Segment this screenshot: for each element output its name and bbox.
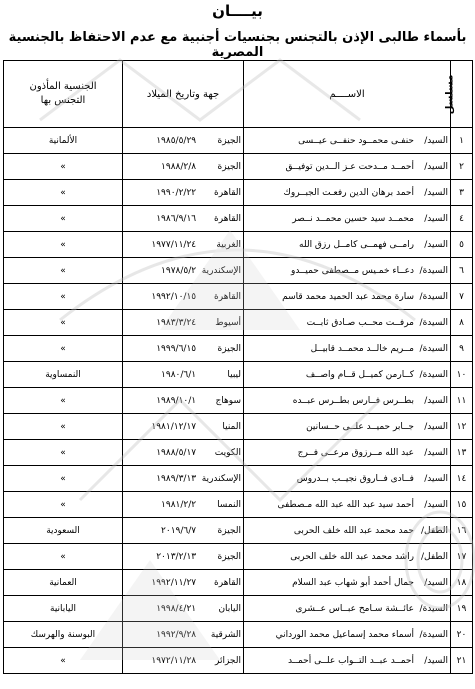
row-birth-place: الشرقية [210, 629, 241, 640]
row-title: السيد/ [424, 161, 448, 172]
row-birth-place: القاهرة [214, 291, 241, 302]
row-birth-place: اليابان [218, 603, 241, 614]
row-birth-place: أسيوط [215, 317, 241, 328]
row-name-cell [244, 544, 451, 570]
row-nationality: العمانية [4, 570, 123, 596]
column-header-birth: جهة وتاريخ الميلاد [123, 61, 244, 128]
row-name: أحمد برهان الدين رفعـت الجبــروك [283, 187, 414, 198]
row-name: أسماء محمد إسماعيل محمد الورداني [275, 629, 414, 640]
row-nationality: » [4, 544, 123, 570]
row-birth-place: المنيا [222, 421, 241, 432]
row-name: فــادى فــاروق نجيــب بــدروس [296, 473, 414, 484]
row-birth-cell [123, 388, 244, 414]
row-serial: ١٢ [451, 414, 473, 440]
row-birth-date: ١٩٧٢/١١/٢٨ [151, 655, 197, 666]
row-birth-date: ١٩٨٨/٢/٨ [161, 161, 197, 172]
row-nationality: » [4, 414, 123, 440]
row-title: السيد/ [424, 135, 448, 146]
row-serial: ٥ [451, 232, 473, 258]
row-name-cell [244, 180, 451, 206]
row-birth-cell [123, 648, 244, 674]
row-birth-date: ١٩٧٧/١١/٢٤ [151, 239, 197, 250]
row-birth-cell [123, 596, 244, 622]
table-row [4, 414, 473, 440]
row-title: السيدة/ [419, 603, 448, 614]
row-name: كــارمن كميــل قــام واصــف [305, 369, 414, 380]
table-row [4, 362, 473, 388]
row-serial: ٧ [451, 284, 473, 310]
row-title: السيد/ [424, 213, 448, 224]
row-birth-date: ١٩٨٦/٩/١٦ [156, 213, 197, 224]
row-nationality: » [4, 440, 123, 466]
row-birth-date: ١٩٩٩/٦/١٥ [156, 343, 197, 354]
row-name: مرفــت محــب صـادق ثابــت [306, 317, 414, 328]
column-header-serial: مسلسل [451, 61, 473, 128]
row-birth-place: الكويت [214, 447, 241, 458]
row-birth-place: الغربية [216, 239, 241, 250]
table-row [4, 440, 473, 466]
row-name-cell [244, 388, 451, 414]
row-title: السيد/ [424, 447, 448, 458]
row-name-cell [244, 206, 451, 232]
row-nationality: » [4, 180, 123, 206]
row-name-cell [244, 336, 451, 362]
row-name: دعــاء خمـيس مــصطفى حميــدو [291, 265, 414, 276]
row-name: حمد محمد عبد الله خلف الحربى [293, 525, 414, 536]
row-name-cell [244, 622, 451, 648]
row-serial: ٤ [451, 206, 473, 232]
row-title: السيد/ [424, 239, 448, 250]
row-birth-date: ١٩٨٣/٣/٢٤ [156, 317, 197, 328]
row-birth-place: الجيزة [217, 343, 241, 354]
row-serial: ١٨ [451, 570, 473, 596]
row-title: السيد/ [424, 655, 448, 666]
table-row [4, 648, 473, 674]
row-birth-cell [123, 206, 244, 232]
row-name-cell [244, 440, 451, 466]
table-row [4, 544, 473, 570]
row-birth-date: ١٩٩٢/١٠/١٥ [151, 291, 197, 302]
row-name-cell [244, 128, 451, 154]
table-row [4, 518, 473, 544]
row-name-cell [244, 154, 451, 180]
row-birth-date: ١٩٧٨/٥/٢ [161, 265, 197, 276]
row-birth-cell [123, 570, 244, 596]
row-birth-date: ١٩٨١/٢/٢ [161, 499, 197, 510]
row-birth-place: القاهرة [214, 213, 241, 224]
table-row [4, 466, 473, 492]
row-nationality: » [4, 492, 123, 518]
table-row [4, 622, 473, 648]
row-birth-place: الإسكندرية [201, 473, 241, 484]
row-serial: ١٠ [451, 362, 473, 388]
table-row [4, 128, 473, 154]
row-birth-place: ليبيا [227, 369, 241, 380]
row-nationality: السعودية [4, 518, 123, 544]
row-title: السيدة/ [419, 343, 448, 354]
row-name-cell [244, 596, 451, 622]
table-row [4, 596, 473, 622]
row-birth-cell [123, 154, 244, 180]
row-name-cell [244, 518, 451, 544]
row-title: الطفل/ [420, 551, 448, 562]
table-header-row [4, 61, 473, 128]
row-birth-cell [123, 180, 244, 206]
row-birth-place: القاهرة [214, 187, 241, 198]
row-birth-cell [123, 258, 244, 284]
row-name-cell [244, 362, 451, 388]
row-serial: ٢١ [451, 648, 473, 674]
row-name: رامــى فهمــى كامــل رزق الله [299, 239, 414, 250]
row-birth-cell [123, 284, 244, 310]
row-nationality: » [4, 232, 123, 258]
table-row [4, 570, 473, 596]
row-title: السيدة/ [419, 629, 448, 640]
row-title: السيدة/ [419, 265, 448, 276]
row-birth-cell [123, 466, 244, 492]
table-row [4, 154, 473, 180]
row-serial: ٢ [451, 154, 473, 180]
row-name: جمال أحمد أبو شهاب عبد السلام [292, 577, 414, 588]
table-row [4, 336, 473, 362]
row-birth-cell [123, 544, 244, 570]
row-serial: ٦ [451, 258, 473, 284]
row-serial: ١٣ [451, 440, 473, 466]
row-birth-cell [123, 492, 244, 518]
row-name: سارة محمد عبد الحميد محمد قاسم [282, 291, 414, 302]
row-name: حنفـى محمــود حنفــى عيــسى [298, 135, 414, 146]
row-birth-cell [123, 440, 244, 466]
row-title: السيد/ [424, 577, 448, 588]
row-birth-cell [123, 622, 244, 648]
row-title: السيد/ [424, 421, 448, 432]
row-birth-place: القاهرة [214, 577, 241, 588]
row-birth-cell [123, 518, 244, 544]
row-serial: ٩ [451, 336, 473, 362]
row-name: بطــرس فــارس بطــرس عبــده [292, 395, 414, 406]
row-nationality: » [4, 206, 123, 232]
row-birth-place: الجيزة [217, 135, 241, 146]
row-birth-place: الإسكندرية [201, 265, 241, 276]
row-title: السيدة/ [419, 291, 448, 302]
row-birth-date: ١٩٩٢/٩/٢٨ [156, 629, 197, 640]
row-name-cell [244, 284, 451, 310]
row-birth-date: ١٩٩٨/٤/٢١ [156, 603, 197, 614]
row-title: السيد/ [424, 473, 448, 484]
row-serial: ١ [451, 128, 473, 154]
row-name-cell [244, 466, 451, 492]
row-name: عبد الله مــرزوق مرعــى فــرج [297, 447, 414, 458]
row-serial: ١٥ [451, 492, 473, 518]
row-name-cell [244, 492, 451, 518]
row-name-cell [244, 310, 451, 336]
row-name-cell [244, 648, 451, 674]
row-birth-place: الجزائر [215, 655, 241, 666]
row-birth-place: الجيزة [217, 161, 241, 172]
row-serial: ١٤ [451, 466, 473, 492]
table-row [4, 232, 473, 258]
row-birth-cell [123, 336, 244, 362]
row-title: السيد/ [424, 499, 448, 510]
row-nationality: » [4, 466, 123, 492]
row-birth-place: الجيزة [217, 525, 241, 536]
row-name: أحمــد عبــد التــواب علــى أحمــد [287, 655, 414, 666]
row-birth-date: ٢٠١٩/٦/٧ [161, 525, 197, 536]
table-row [4, 310, 473, 336]
row-birth-date: ١٩٩٠/٢/٢٢ [156, 187, 197, 198]
column-header-name: الاســــم [244, 61, 451, 128]
table-row [4, 388, 473, 414]
row-birth-place: الجيزة [217, 551, 241, 562]
row-nationality: » [4, 388, 123, 414]
row-birth-date: ١٩٨٩/٣/١٣ [156, 473, 197, 484]
row-nationality: » [4, 154, 123, 180]
table-row [4, 206, 473, 232]
row-nationality: » [4, 284, 123, 310]
row-title: السيدة/ [419, 369, 448, 380]
row-nationality: » [4, 258, 123, 284]
row-birth-cell [123, 362, 244, 388]
table-row [4, 180, 473, 206]
row-title: السيد/ [424, 395, 448, 406]
column-header-nationality: الجنسية المأذون التجنس بها [4, 61, 123, 128]
row-nationality: اليابانية [4, 596, 123, 622]
row-birth-cell [123, 232, 244, 258]
row-nationality: » [4, 336, 123, 362]
row-title: السيدة/ [419, 317, 448, 328]
row-birth-date: ١٩٨٩/١٠/١ [156, 395, 197, 406]
row-nationality: النمساوية [4, 362, 123, 388]
document-subtitle: بأسماء طالبى الإذن بالتجنس بجنسيات أجنبية مع عدم الاحتفاظ بالجنسية المصرية [8, 30, 467, 60]
row-birth-cell [123, 128, 244, 154]
row-nationality: البوسنة والهرسك [4, 622, 123, 648]
row-name: راشد محمد عبد الله خلف الحربى [290, 551, 414, 562]
row-serial: ٢٠ [451, 622, 473, 648]
row-name-cell [244, 570, 451, 596]
row-birth-date: ١٩٩٢/١١/٢٧ [151, 577, 197, 588]
row-birth-date: ٢٠١٣/٢/١٣ [156, 551, 197, 562]
applicants-table [3, 60, 473, 674]
row-nationality: » [4, 648, 123, 674]
row-name: أحمد سيد عبد الله عبد الله مـصطفى [277, 499, 414, 510]
row-birth-date: ١٩٨٠/٦/١ [161, 369, 197, 380]
row-name: عائــشة سـامح عبــاس عــشرى [295, 603, 414, 614]
row-name: محمــد سيد حسين محمــد نــصر [292, 213, 414, 224]
row-serial: ٨ [451, 310, 473, 336]
row-serial: ١٧ [451, 544, 473, 570]
row-birth-place: النمسا [217, 499, 241, 510]
row-name-cell [244, 232, 451, 258]
table-row [4, 258, 473, 284]
row-nationality: » [4, 310, 123, 336]
row-serial: ٣ [451, 180, 473, 206]
row-name: مــريم خالــد محمــد قابيــل [310, 343, 414, 354]
table-row [4, 284, 473, 310]
row-serial: ١١ [451, 388, 473, 414]
row-birth-cell [123, 414, 244, 440]
row-name-cell [244, 414, 451, 440]
row-birth-date: ١٩٨١/١٢/١٧ [151, 421, 197, 432]
row-title: الطفل/ [420, 525, 448, 536]
row-title: السيد/ [424, 187, 448, 198]
row-nationality: الألمانية [4, 128, 123, 154]
row-name-cell [244, 258, 451, 284]
table-row [4, 492, 473, 518]
row-name: جــابر حميــد علــى حــسانين [306, 421, 414, 432]
row-serial: ١٦ [451, 518, 473, 544]
row-birth-date: ١٩٨٥/٥/٢٩ [156, 135, 197, 146]
row-birth-cell [123, 310, 244, 336]
row-birth-place: سوهاج [215, 395, 241, 406]
row-birth-date: ١٩٨٨/٥/١٧ [156, 447, 197, 458]
document-title: بيــــان [212, 2, 263, 20]
row-name: أحمــد مــدحت عـز الــدين توفيــق [285, 161, 414, 172]
row-serial: ١٩ [451, 596, 473, 622]
